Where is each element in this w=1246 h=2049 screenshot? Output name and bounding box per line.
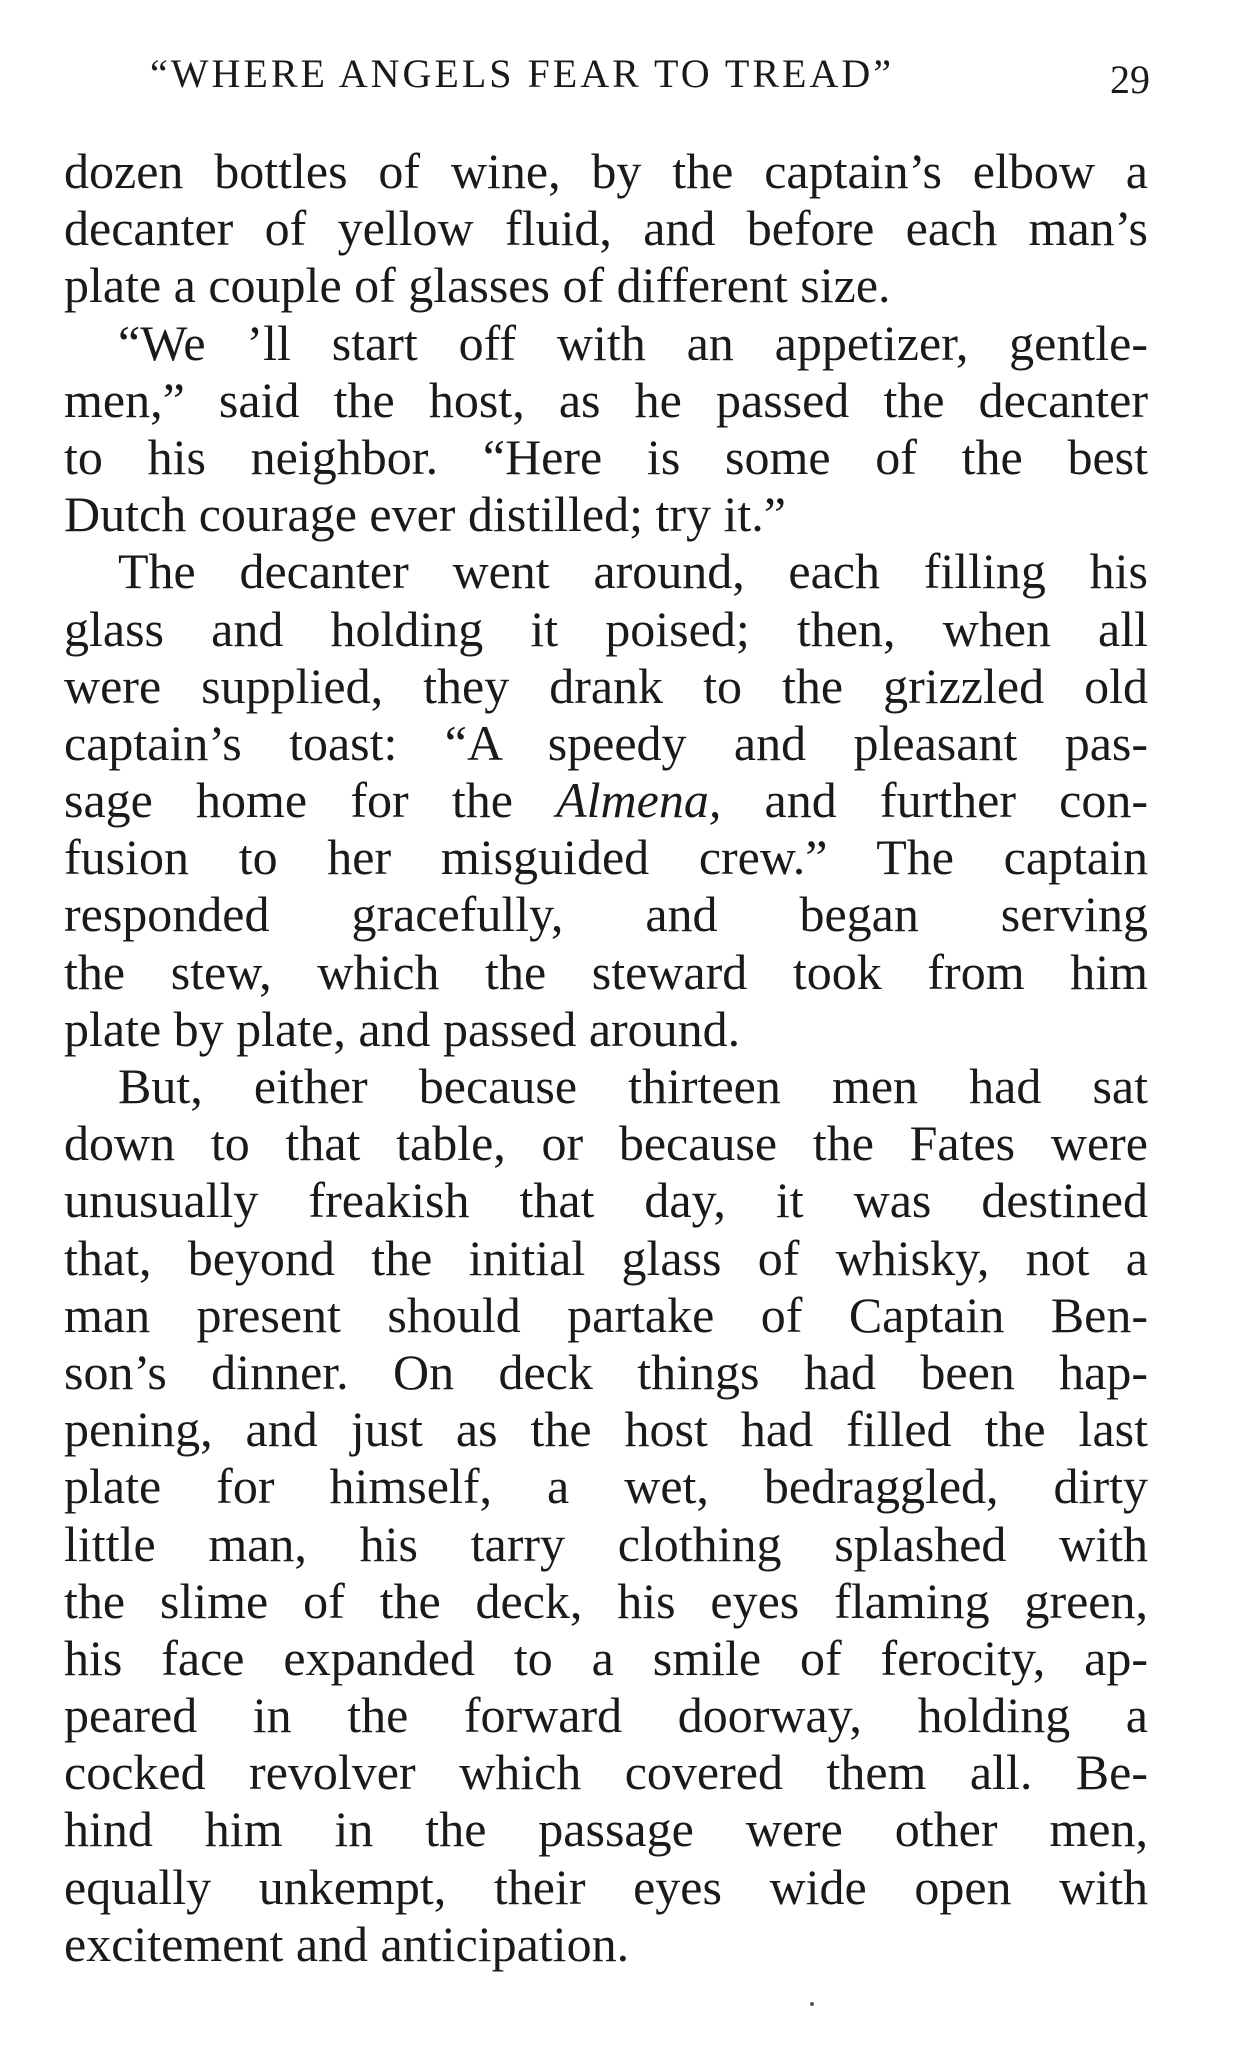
text-line: plate by plate, and passed around.	[64, 1000, 741, 1057]
text-line: cocked revolver which covered them all. Be-	[64, 1744, 1148, 1801]
text-line: little man, his tarry clothing splashed with	[64, 1515, 1148, 1572]
ship-name-italic: Almena,	[556, 772, 722, 829]
text-line: man present should partake of Captain Ben-	[64, 1286, 1148, 1343]
text-line: peared in the forward doorway, holding a	[64, 1687, 1148, 1744]
text-line: glass and holding it poised; then, when all	[64, 600, 1148, 657]
text-line: responded gracefully, and began serving	[64, 886, 1148, 943]
text-line: hind him in the passage were other men,	[64, 1801, 1148, 1858]
text-line: excitement and anticipation.	[64, 1915, 630, 1972]
text-line: the stew, which the steward took from him	[64, 943, 1148, 1000]
text-line: plate a couple of glasses of different size.	[64, 257, 891, 314]
text-line-with-ship-name	[64, 772, 1148, 829]
text-line: The decanter went around, each filling his	[118, 543, 1148, 600]
text-line: men,” said the host, as he passed the decanter	[64, 371, 1148, 428]
text-line: plate for himself, a wet, bedraggled, dirty	[64, 1458, 1148, 1515]
text-line: son’s dinner. On deck things had been hap-	[64, 1343, 1148, 1400]
text-line: to his neighbor. “Here is some of the best	[64, 428, 1148, 485]
text-line: unusually freakish that day, it was destined	[64, 1172, 1148, 1229]
text-line: decanter of yellow fluid, and before each man’s	[64, 200, 1148, 257]
print-speck	[810, 2002, 814, 2006]
text-line: Dutch courage ever distilled; try it.”	[64, 486, 786, 543]
text-line: fusion to her misguided crew.” The captain	[64, 829, 1148, 886]
text-line: were supplied, they drank to the grizzled old	[64, 657, 1148, 714]
text-line: But, either because thirteen men had sat	[118, 1058, 1148, 1114]
page-number: 29	[1110, 57, 1150, 102]
text-line: equally unkempt, their eyes wide open with	[64, 1858, 1148, 1915]
body-text	[64, 143, 1148, 1973]
text-line: “We ’ll start off with an appetizer, gentle-	[118, 314, 1148, 371]
text-segment: sage home for the	[64, 772, 557, 829]
text-line: pening, and just as the host had filled the last	[64, 1401, 1148, 1458]
text-line: that, beyond the initial glass of whisky, not a	[64, 1229, 1148, 1286]
text-line: the slime of the deck, his eyes flaming green,	[64, 1572, 1148, 1629]
text-line: dozen bottles of wine, by the captain’s elbow a	[64, 143, 1148, 199]
running-title: “WHERE ANGELS FEAR TO TREAD”	[150, 51, 894, 96]
text-line: his face expanded to a smile of ferocity, ap-	[64, 1629, 1148, 1686]
text-line: captain’s toast: “A speedy and pleasant pas-	[64, 714, 1148, 771]
text-segment: and further con-	[721, 772, 1148, 829]
running-head	[0, 44, 1246, 104]
text-line: down to that table, or because the Fates were	[64, 1115, 1148, 1172]
